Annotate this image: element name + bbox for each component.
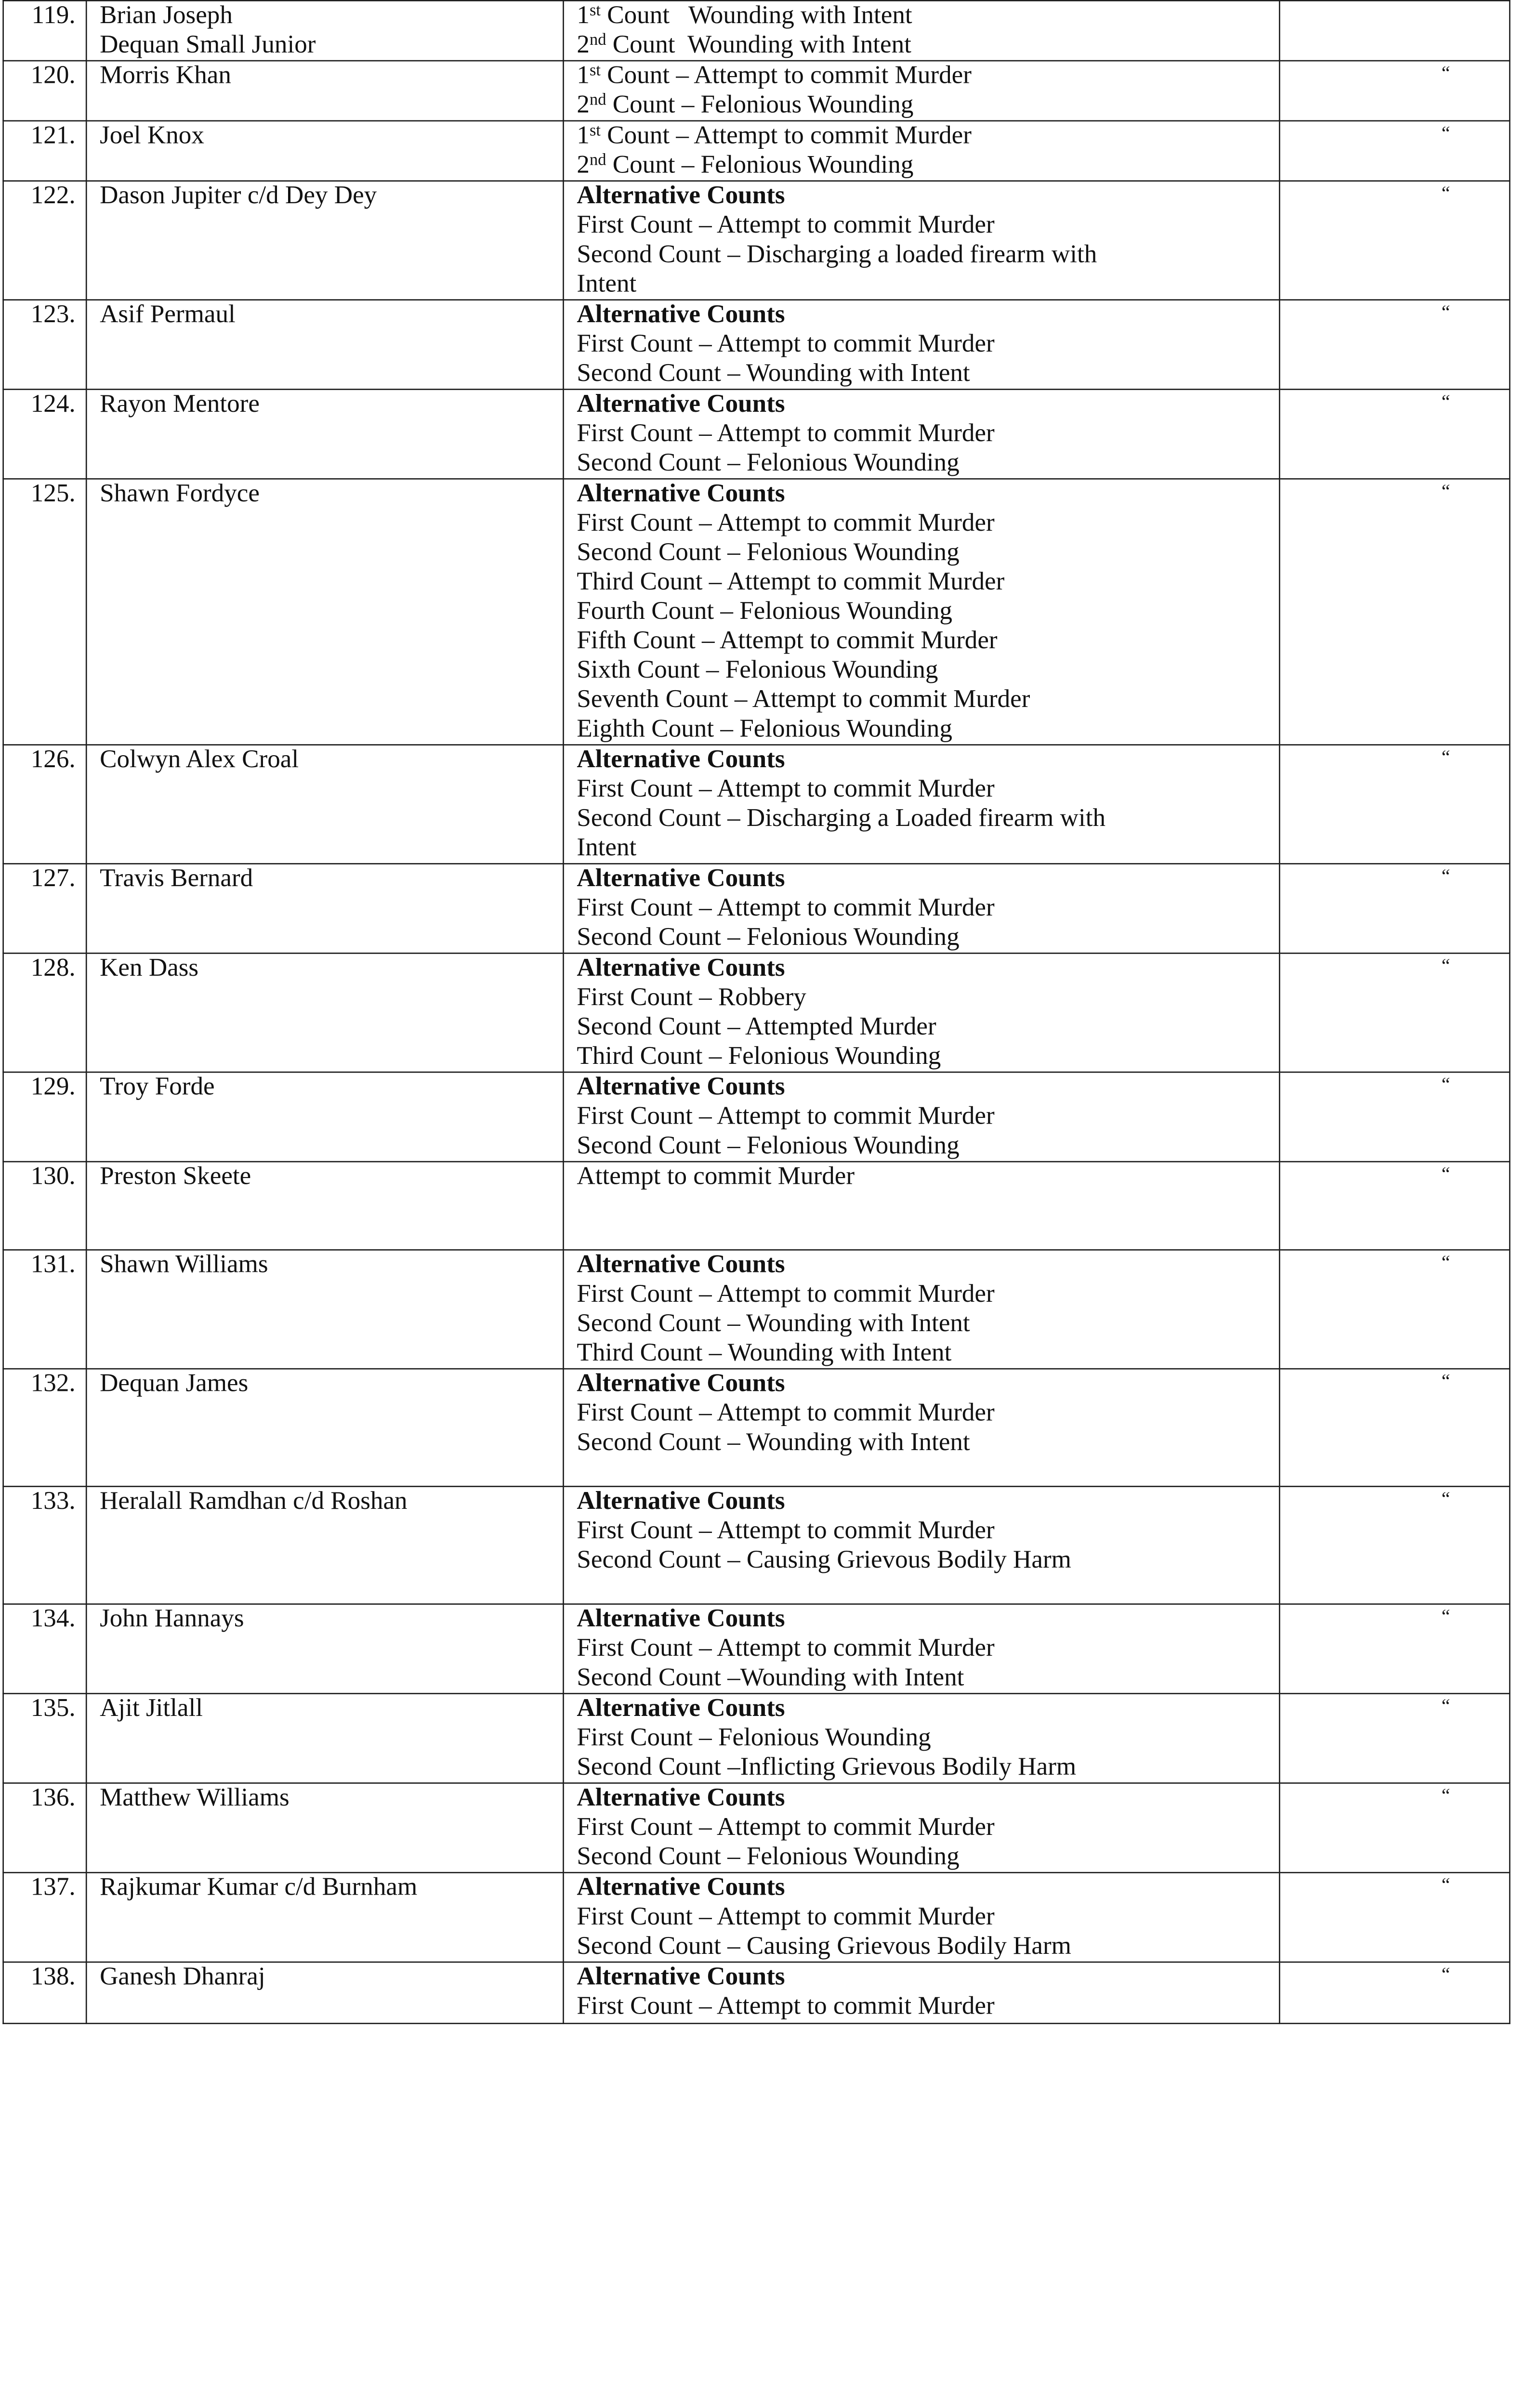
count-line: Third Count – Attempt to commit Murder — [577, 567, 1005, 596]
alternative-counts-heading: Alternative Counts — [577, 390, 785, 419]
row-number: 129. — [3, 1072, 87, 1162]
ditto-mark: “ — [1279, 1369, 1510, 1486]
alternative-counts-heading: Alternative Counts — [577, 1487, 785, 1516]
accused-name — [86, 1872, 563, 1962]
table-row — [3, 864, 1510, 953]
row-number: 133. — [3, 1486, 87, 1604]
charge-cell — [564, 1486, 1280, 1604]
count-line: First Count – Attempt to commit Murder — [577, 1813, 995, 1842]
accused-name-line: Dason Jupiter c/d Dey Dey — [100, 182, 377, 210]
ditto-mark: “ — [1279, 953, 1510, 1072]
accused-name-line: Asif Permaul — [100, 300, 236, 329]
alternative-counts-heading: Alternative Counts — [577, 1250, 785, 1279]
row-number: 137. — [3, 1872, 87, 1962]
count-line: First Count – Attempt to commit Murder — [577, 509, 995, 537]
charge-cell — [564, 479, 1280, 745]
table-row — [3, 1369, 1510, 1486]
accused-name — [86, 1783, 563, 1872]
row-number: 127. — [3, 864, 87, 953]
count-line: Second Count – Discharging a loaded firearm with — [577, 240, 1097, 269]
charge-cell — [564, 953, 1280, 1072]
table-row — [3, 61, 1510, 121]
count-line: First Count – Attempt to commit Murder — [577, 1516, 995, 1545]
row-number: 138. — [3, 1962, 87, 2023]
count-line: Third Count – Felonious Wounding — [577, 1042, 941, 1071]
ditto-mark: “ — [1279, 1783, 1510, 1872]
alternative-counts-heading: Alternative Counts — [577, 1605, 785, 1633]
table-row — [3, 1783, 1510, 1872]
accused-name-line: Preston Skeete — [100, 1162, 251, 1191]
row-number: 123. — [3, 300, 87, 390]
accused-name-line: Ajit Jitlall — [100, 1694, 203, 1723]
table-row — [3, 0, 1510, 61]
row-number: 124. — [3, 389, 87, 479]
alternative-counts-heading: Alternative Counts — [577, 1369, 785, 1398]
ditto-mark: “ — [1279, 61, 1510, 121]
alternative-counts-heading: Alternative Counts — [577, 1783, 785, 1812]
accused-name-line: Morris Khan — [100, 61, 231, 90]
row-number: 119. — [3, 0, 87, 61]
ditto-mark: “ — [1279, 1250, 1510, 1369]
charge-cell — [564, 1872, 1280, 1962]
accused-name — [86, 181, 563, 300]
charge-cell — [564, 1783, 1280, 1872]
charge-cell — [564, 1162, 1280, 1250]
count-line: First Count – Attempt to commit Murder — [577, 893, 995, 922]
accused-name-line: Colwyn Alex Croal — [100, 745, 299, 774]
count-line: 2nd Count – Felonious Wounding — [577, 89, 914, 119]
ditto-mark: “ — [1279, 1604, 1510, 1694]
accused-name-line: Shawn Fordyce — [100, 479, 260, 508]
ditto-mark: “ — [1279, 864, 1510, 953]
count-line: Second Count –Wounding with Intent — [577, 1663, 964, 1692]
count-line: Second Count – Felonious Wounding — [577, 1842, 960, 1871]
count-line: First Count – Attempt to commit Murder — [577, 1280, 995, 1309]
count-line: Second Count – Felonious Wounding — [577, 923, 960, 952]
alternative-counts-heading: Alternative Counts — [577, 1963, 785, 1991]
count-line: Third Count – Wounding with Intent — [577, 1338, 952, 1367]
accused-name — [86, 300, 563, 390]
count-line: First Count – Attempt to commit Murder — [577, 1902, 995, 1931]
count-line: Second Count – Wounding with Intent — [577, 1428, 970, 1457]
charge-cell — [564, 1369, 1280, 1486]
table-row — [3, 121, 1510, 181]
accused-name — [86, 1962, 563, 2023]
table-row — [3, 1694, 1510, 1783]
charge-cell — [564, 1962, 1280, 2023]
count-line: 1st Count – Attempt to commit Murder — [577, 61, 972, 90]
charges-table — [2, 0, 1510, 2024]
table-row — [3, 1872, 1510, 1962]
ditto-mark: “ — [1279, 1694, 1510, 1783]
ditto-mark: “ — [1279, 1072, 1510, 1162]
count-line: First Count – Attempt to commit Murder — [577, 1634, 995, 1662]
accused-name-line: Joel Knox — [100, 121, 204, 150]
ditto-mark: “ — [1279, 389, 1510, 479]
accused-name — [86, 1604, 563, 1694]
count-line: First Count – Attempt to commit Murder — [577, 419, 995, 448]
accused-name-line: Rajkumar Kumar c/d Burnham — [100, 1873, 418, 1901]
ditto-mark: “ — [1279, 181, 1510, 300]
accused-name — [86, 1162, 563, 1250]
ditto-mark: “ — [1279, 479, 1510, 745]
accused-name — [86, 745, 563, 864]
table-row — [3, 1486, 1510, 1604]
accused-name-line: Dequan James — [100, 1369, 249, 1398]
table-row — [3, 1962, 1510, 2023]
ditto-mark — [1279, 0, 1510, 61]
alternative-counts-heading: Alternative Counts — [577, 1694, 785, 1723]
accused-name-line: Heralall Ramdhan c/d Roshan — [100, 1487, 408, 1516]
count-line: Second Count – Discharging a Loaded firearm with — [577, 804, 1106, 833]
accused-name-line: Shawn Williams — [100, 1250, 268, 1279]
accused-name — [86, 1486, 563, 1604]
charge-cell — [564, 389, 1280, 479]
count-line: Fourth Count – Felonious Wounding — [577, 597, 952, 626]
row-number: 125. — [3, 479, 87, 745]
ditto-mark: “ — [1279, 300, 1510, 390]
charge-cell — [564, 61, 1280, 121]
table-row — [3, 1250, 1510, 1369]
charge-cell — [564, 0, 1280, 61]
count-line: Intent — [577, 834, 637, 862]
table-row — [3, 1162, 1510, 1250]
count-line: Second Count – Felonious Wounding — [577, 538, 960, 567]
count-line: Second Count – Wounding with Intent — [577, 1309, 970, 1338]
count-line: Second Count – Felonious Wounding — [577, 1131, 960, 1160]
accused-name — [86, 1694, 563, 1783]
table-row — [3, 181, 1510, 300]
accused-name-line: Travis Bernard — [100, 864, 253, 893]
row-number: 132. — [3, 1369, 87, 1486]
charge-cell — [564, 1072, 1280, 1162]
charge-cell — [564, 121, 1280, 181]
count-line: 1st Count Wounding with Intent — [577, 0, 912, 30]
count-line: Sixth Count – Felonious Wounding — [577, 656, 938, 684]
accused-name-line: Ken Dass — [100, 954, 199, 982]
alternative-counts-heading: Alternative Counts — [577, 479, 785, 508]
alternative-counts-heading: Alternative Counts — [577, 182, 785, 210]
charge-cell — [564, 1250, 1280, 1369]
accused-name — [86, 1250, 563, 1369]
count-line: First Count – Attempt to commit Murder — [577, 1992, 995, 2020]
count-line: First Count – Attempt to commit Murder — [577, 211, 995, 239]
row-number: 126. — [3, 745, 87, 864]
ditto-mark: “ — [1279, 1162, 1510, 1250]
table-row — [3, 1604, 1510, 1694]
count-line: Second Count –Inflicting Grievous Bodily Harm — [577, 1753, 1077, 1781]
ditto-mark: “ — [1279, 745, 1510, 864]
count-line: First Count – Felonious Wounding — [577, 1723, 931, 1752]
accused-name-line: Rayon Mentore — [100, 390, 260, 419]
count-line: Second Count – Attempted Murder — [577, 1012, 936, 1041]
accused-name — [86, 389, 563, 479]
accused-name — [86, 1072, 563, 1162]
row-number: 128. — [3, 953, 87, 1072]
count-line: 1st Count – Attempt to commit Murder — [577, 120, 972, 150]
ditto-mark: “ — [1279, 1872, 1510, 1962]
table-row — [3, 389, 1510, 479]
count-line: First Count – Attempt to commit Murder — [577, 1399, 995, 1427]
row-number: 131. — [3, 1250, 87, 1369]
count-line: Fifth Count – Attempt to commit Murder — [577, 626, 998, 655]
ditto-mark: “ — [1279, 121, 1510, 181]
row-number: 136. — [3, 1783, 87, 1872]
table-row — [3, 953, 1510, 1072]
alternative-counts-heading: Alternative Counts — [577, 864, 785, 893]
count-line: First Count – Attempt to commit Murder — [577, 329, 995, 358]
row-number: 121. — [3, 121, 87, 181]
row-number: 135. — [3, 1694, 87, 1783]
count-line: Second Count – Causing Grievous Bodily Harm — [577, 1932, 1071, 1961]
accused-name-line: Troy Forde — [100, 1073, 215, 1101]
accused-name-line: Ganesh Dhanraj — [100, 1963, 265, 1991]
count-line: Second Count – Felonious Wounding — [577, 448, 960, 477]
row-number: 120. — [3, 61, 87, 121]
table-row — [3, 300, 1510, 390]
row-number: 130. — [3, 1162, 87, 1250]
count-line: Attempt to commit Murder — [577, 1162, 855, 1191]
accused-name — [86, 864, 563, 953]
table-row — [3, 479, 1510, 745]
accused-name-line: Dequan Small Junior — [100, 30, 316, 59]
accused-name-line: John Hannays — [100, 1605, 244, 1633]
count-line: Eighth Count – Felonious Wounding — [577, 715, 952, 743]
accused-name — [86, 479, 563, 745]
alternative-counts-heading: Alternative Counts — [577, 1073, 785, 1101]
alternative-counts-heading: Alternative Counts — [577, 954, 785, 982]
charge-cell — [564, 745, 1280, 864]
count-line: Second Count – Wounding with Intent — [577, 359, 970, 388]
count-line: 2nd Count Wounding with Intent — [577, 29, 911, 59]
table-row — [3, 745, 1510, 864]
ditto-mark: “ — [1279, 1962, 1510, 2023]
charge-cell — [564, 1694, 1280, 1783]
accused-name-line: Matthew Williams — [100, 1783, 289, 1812]
count-line: First Count – Attempt to commit Murder — [577, 1102, 995, 1131]
alternative-counts-heading: Alternative Counts — [577, 745, 785, 774]
ditto-mark: “ — [1279, 1486, 1510, 1604]
charge-cell — [564, 864, 1280, 953]
row-number: 134. — [3, 1604, 87, 1694]
charge-cell — [564, 1604, 1280, 1694]
count-line: First Count – Attempt to commit Murder — [577, 774, 995, 803]
alternative-counts-heading: Alternative Counts — [577, 1873, 785, 1901]
count-line: Second Count – Causing Grievous Bodily Harm — [577, 1545, 1071, 1574]
table-row — [3, 1072, 1510, 1162]
count-line: First Count – Robbery — [577, 983, 806, 1012]
alternative-counts-heading: Alternative Counts — [577, 300, 785, 329]
accused-name — [86, 61, 563, 121]
accused-name — [86, 953, 563, 1072]
accused-name — [86, 0, 563, 61]
count-line: 2nd Count – Felonious Wounding — [577, 149, 914, 179]
accused-name — [86, 1369, 563, 1486]
charge-cell — [564, 300, 1280, 390]
accused-name — [86, 121, 563, 181]
row-number: 122. — [3, 181, 87, 300]
accused-name-line: Brian Joseph — [100, 1, 233, 30]
count-line: Seventh Count – Attempt to commit Murder — [577, 685, 1030, 714]
count-line: Intent — [577, 270, 637, 298]
charge-cell — [564, 181, 1280, 300]
